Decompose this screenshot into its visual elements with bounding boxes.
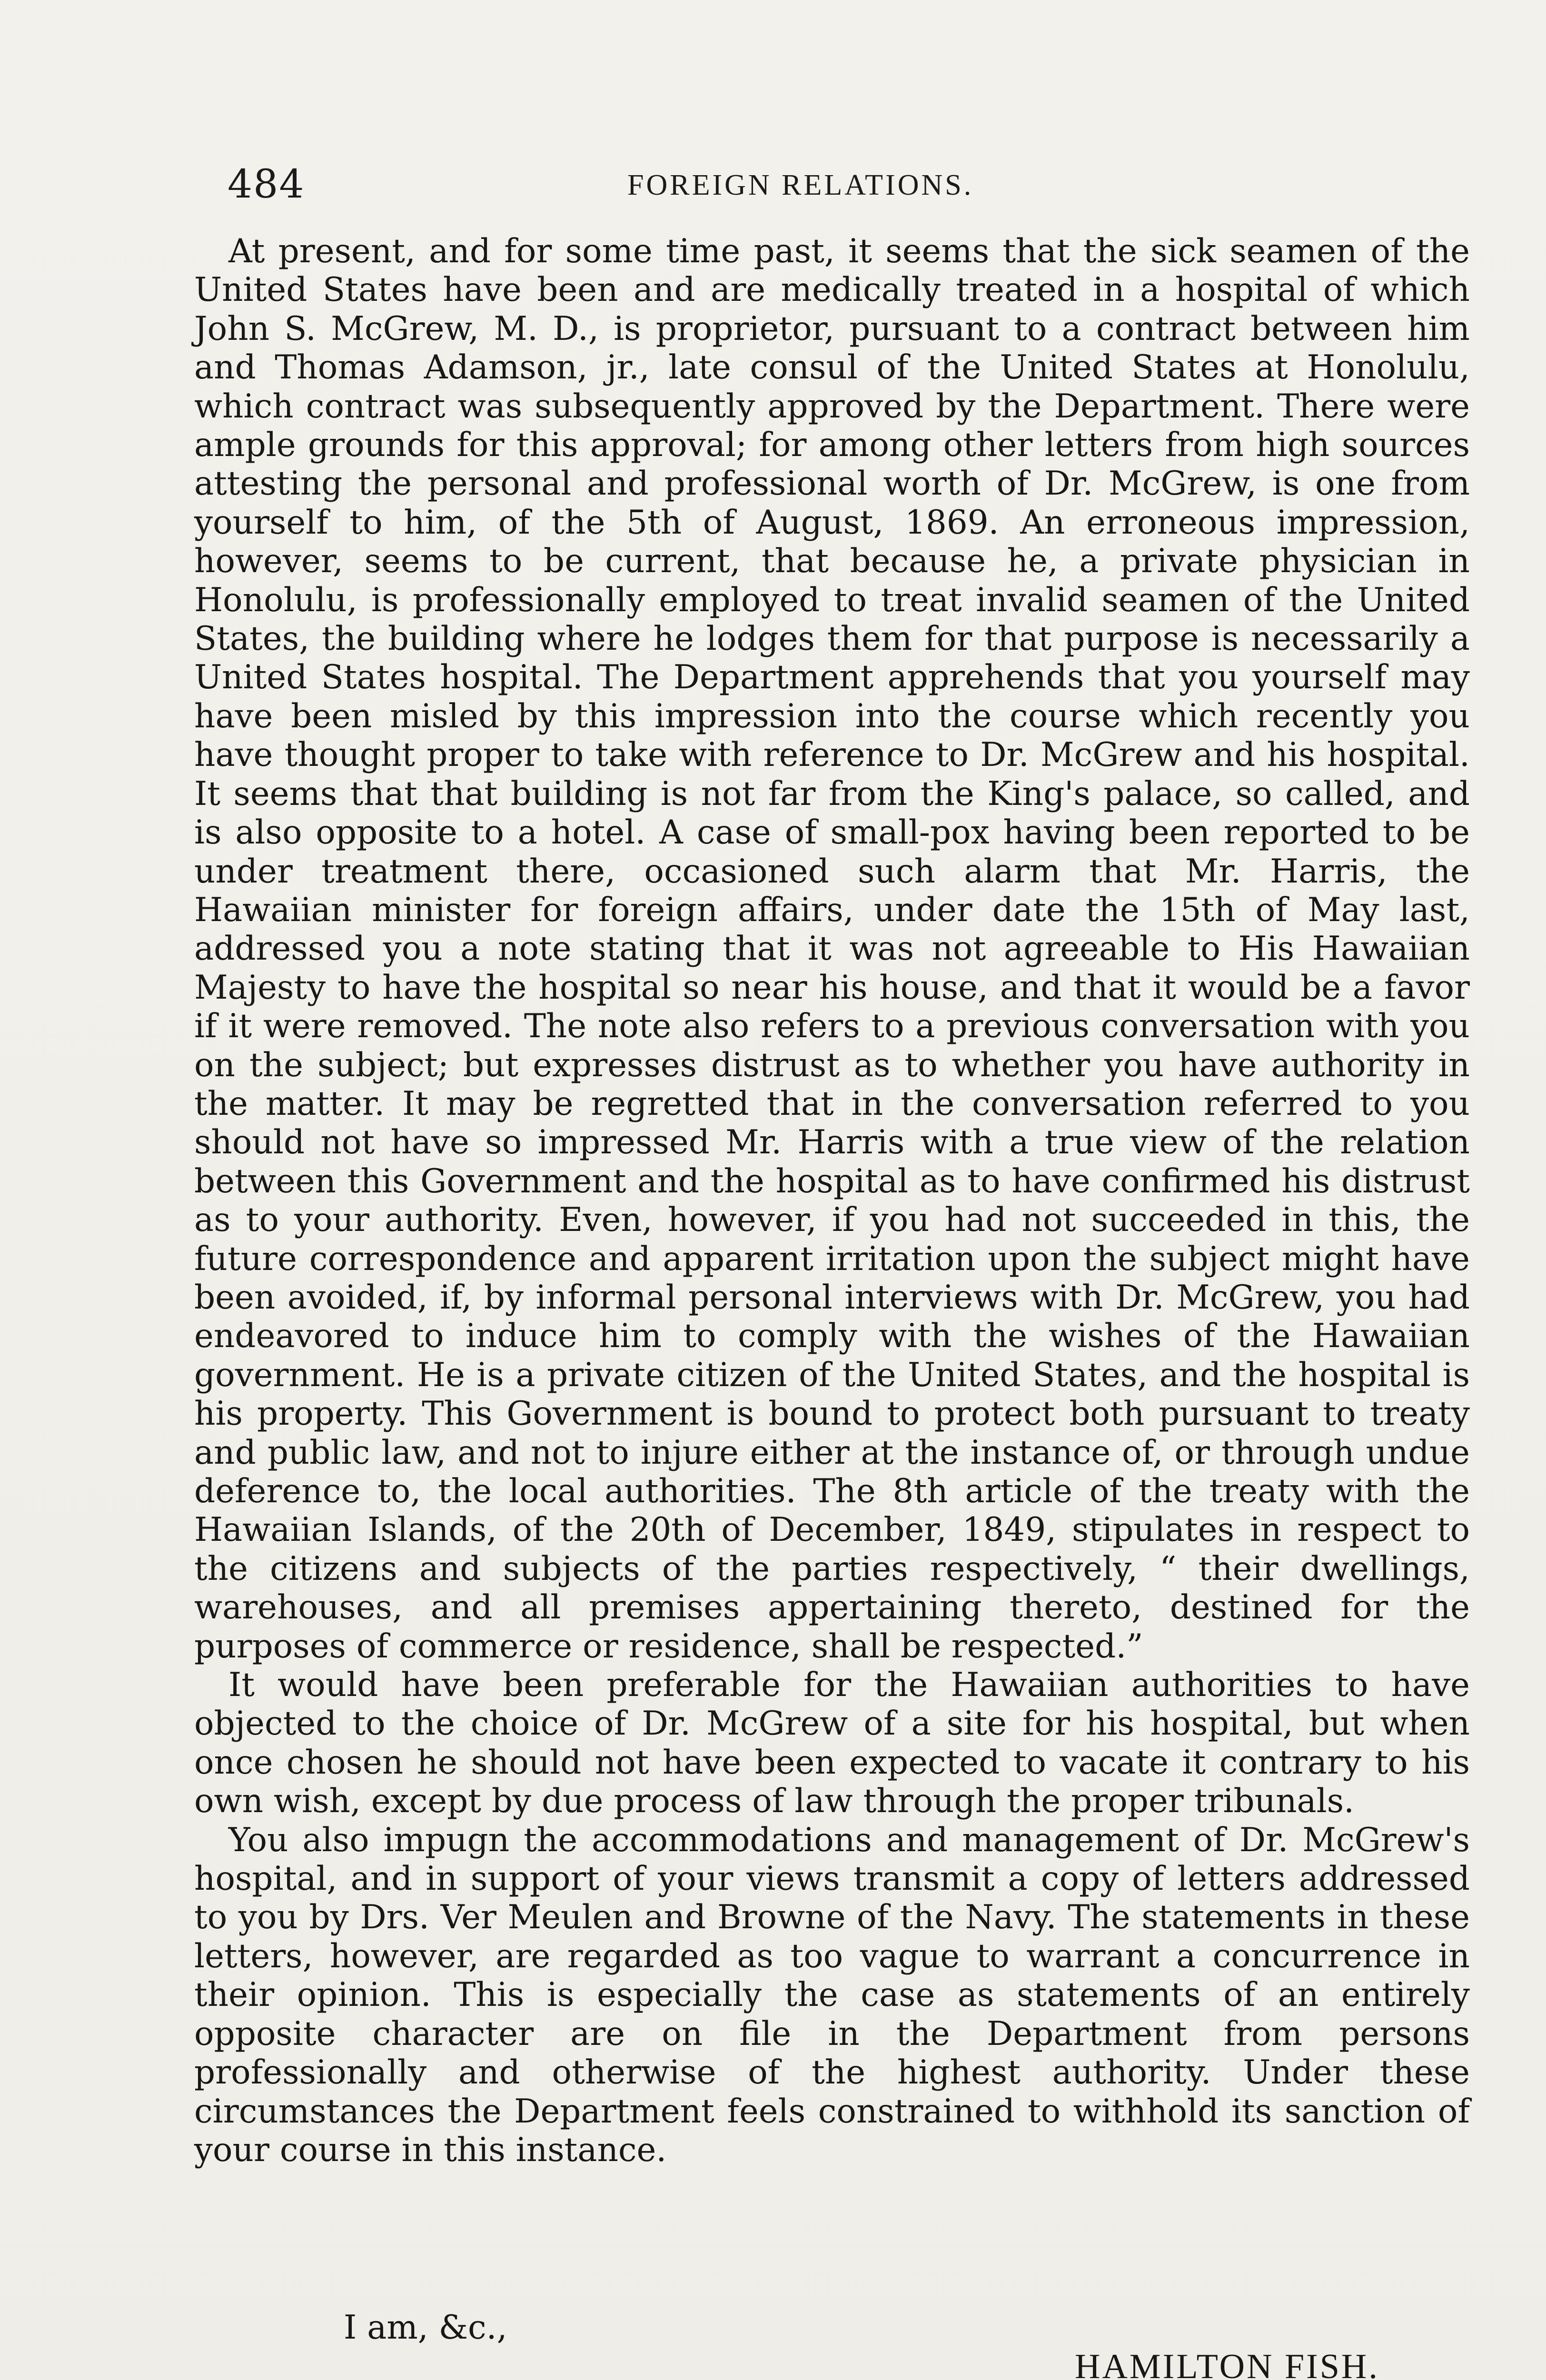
- running-title: FOREIGN RELATIONS.: [627, 169, 974, 201]
- page-number: 484: [228, 162, 305, 207]
- page-header: [228, 162, 1475, 219]
- paragraph-3: You also impugn the accommodations and management of Dr. McGrew's hospital, and in support of your views transmit a copy of letters addressed to you by Drs. Ver Meulen and Browne of the Navy. The statements in these letters, however, are regarded as too vague to warrant a concurrence in their opinion. This is especially the case as statements of an entirely opposite character are on file in the Department from persons professionally and otherwise of the highest authority. Under these circumstances the Department feels constrained to withhold its sanction of your course in this instance.: [194, 1821, 1470, 2169]
- signature: HAMILTON FISH.: [1075, 2347, 1379, 2380]
- letter-body: [194, 232, 1470, 2170]
- paragraph-2: It would have been preferable for the Hawaiian authorities to have objected to the choice of Dr. McGrew of a site for his hospital, but when once chosen he should not have been expected to vacate it contrary to his own wish, except by due process of law through the proper tribunals.: [194, 1666, 1470, 1821]
- closing-salutation: I am, &c.,: [344, 2309, 507, 2347]
- paragraph-1: At present, and for some time past, it seems that the sick seamen of the United States have been and are medically treated in a hospital of which John S. McGrew, M. D., is proprietor, pursuant to a contract between him and Thomas Adamson, jr., late consul of the United States at Honolulu, which contract was subsequently approved by the Department. There were ample grounds for this approval; for among other letters from high sources attesting the personal and professional worth of Dr. McGrew, is one from yourself to him, of the 5th of August, 1869. An erroneous impression, however, seems to be current, that because he, a private physician in Honolulu, is professionally employed to treat invalid seamen of the United States, the building where he lodges them for that purpose is necessarily a United States hospital. The Department apprehends that you yourself may have been misled by this impression into the course which recently you have thought proper to take with reference to Dr. McGrew and his hospital. It seems that that building is not far from the King's palace, so called, and is also opposite to a hotel. A case of small-pox having been reported to be under treatment there, occasioned such alarm that Mr. Harris, the Hawaiian minister for foreign affairs, under date the 15th of May last, addressed you a note stating that it was not agreeable to His Hawaiian Majesty to have the hospital so near his house, and that it would be a favor if it were removed. The note also refers to a previous conversation with you on the subject; but expresses distrust as to whether you have authority in the matter. It may be regretted that in the conversation referred to you should not have so impressed Mr. Harris with a true view of the relation between this Government and the hospital as to have confirmed his distrust as to your authority. Even, however, if you had not succeeded in this, the future correspondence and apparent irritation upon the subject might have been avoided, if, by informal personal interviews with Dr. McGrew, you had endeavored to induce him to comply with the wishes of the Hawaiian government. He is a private citizen of the United States, and the hospital is his property. This Government is bound to protect both pursuant to treaty and public law, and not to injure either at the instance of, or through undue deference to, the local authorities. The 8th article of the treaty with the Hawaiian Islands, of the 20th of December, 1849, stipulates in respect to the citizens and subjects of the parties respectively, “ their dwellings, warehouses, and all premises appertaining thereto, destined for the purposes of commerce or residence, shall be respected.”: [194, 232, 1470, 1666]
